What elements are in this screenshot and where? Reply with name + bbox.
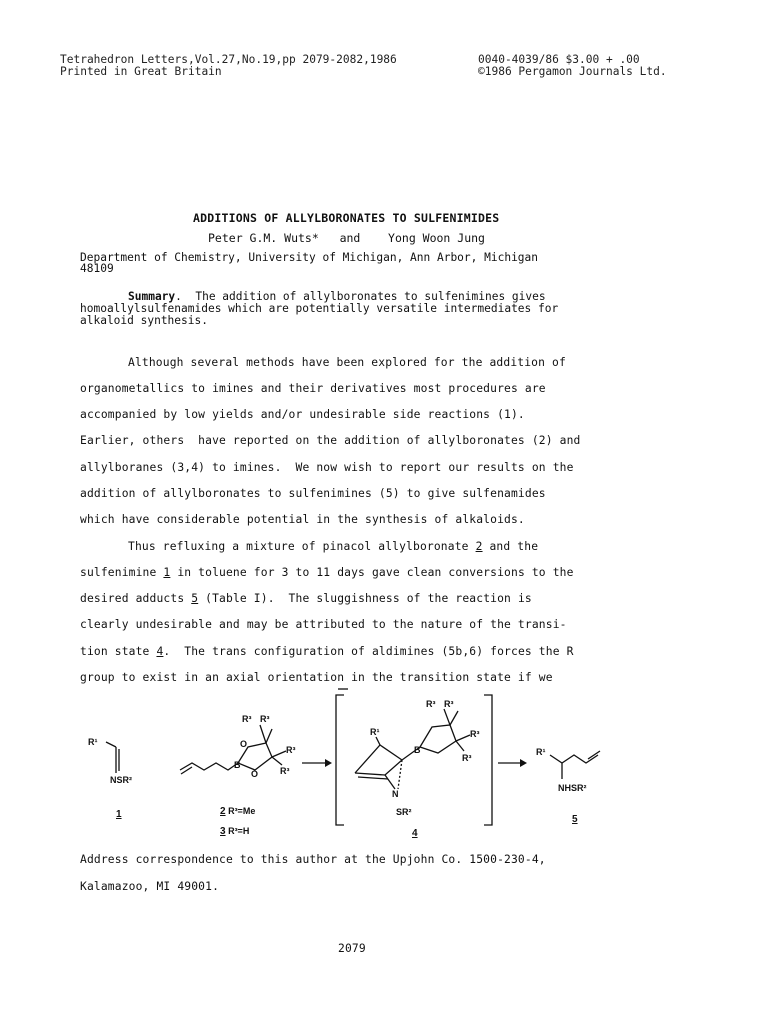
- affiliation-line-2: 48109: [80, 262, 114, 275]
- body-line: [80, 592, 532, 605]
- body-line: which have considerable potential in the synthesis of alkaloids.: [80, 513, 525, 526]
- author-jung: Yong Woon Jung: [388, 231, 485, 245]
- r3-label: R³: [242, 714, 252, 724]
- text-run: and the: [482, 540, 539, 553]
- r1-label: R¹: [88, 737, 98, 747]
- summary-line-2: homoallylsulfenamides which are potentially versatile intermediates for: [80, 302, 559, 315]
- body-line: allylboranes (3,4) to imines. We now wish to report our results on the: [80, 461, 574, 474]
- compound-ref: 1: [163, 566, 171, 579]
- text-run: desired adducts: [80, 592, 192, 605]
- compound-3-note: R³=H: [225, 826, 250, 836]
- journal-citation: Tetrahedron Letters,Vol.27,No.19,pp 2079-2082,1986: [60, 53, 397, 66]
- r3-label: R³: [444, 699, 454, 709]
- r3-label: R³: [426, 699, 436, 709]
- printed-location: Printed in Great Britain: [60, 65, 222, 78]
- body-line: Earlier, others have reported on the addition of allylboronates (2) and: [80, 434, 581, 447]
- compound-3-caption: [220, 826, 249, 837]
- body-line: addition of allylboronates to sulfenimines (5) to give sulfenamides: [80, 487, 546, 500]
- compound-4-number: 4: [412, 828, 418, 839]
- compound-ref: 4: [156, 645, 164, 658]
- transition-state-4-structure: [336, 689, 492, 839]
- oxygen-label: O: [251, 769, 259, 779]
- affiliation-line-1: Department of Chemistry, University of Michigan, Ann Arbor, Michigan: [80, 251, 539, 264]
- compound-1-number: 1: [116, 809, 122, 820]
- r3-label: R³: [462, 753, 472, 763]
- boron-label: B: [414, 745, 421, 755]
- author-wuts: Peter G.M. Wuts*: [208, 231, 319, 245]
- nhsr2-label: NHSR²: [558, 783, 587, 793]
- reaction-arrow: [302, 759, 332, 767]
- author-line: [208, 231, 485, 245]
- body-line: [80, 566, 574, 579]
- r3-label: R³: [286, 745, 296, 755]
- summary-line-3: alkaloid synthesis.: [80, 314, 208, 327]
- compound-2-number: 2: [220, 806, 226, 817]
- compound-2-note: R³=Me: [225, 806, 256, 816]
- text-run: in toluene for 3 to 11 days gave clean conversions to the: [170, 566, 574, 579]
- compound-ref: 5: [191, 592, 199, 605]
- summary-text-1: . The addition of allylboronates to sulfenimines gives: [175, 290, 546, 303]
- text-run: sulfenimine: [80, 566, 164, 579]
- sr2-label: SR²: [396, 807, 412, 817]
- body-line: accompanied by low yields and/or undesirable side reactions (1).: [80, 408, 525, 421]
- boron-label: B: [234, 760, 241, 770]
- text-run: tion state: [80, 645, 157, 658]
- r1-label: R¹: [536, 747, 546, 757]
- r3-label: R³: [280, 766, 290, 776]
- compound-3-number: 3: [220, 826, 226, 837]
- price-code: 0040-4039/86 $3.00 + .00: [478, 53, 640, 66]
- oxygen-label: O: [240, 739, 248, 749]
- body-line: clearly undesirable and may be attributed to the nature of the transi-: [80, 618, 567, 631]
- reaction-arrow: [498, 759, 527, 767]
- compound-ref: 2: [475, 540, 483, 553]
- body-line: Although several methods have been explored for the addition of: [128, 356, 566, 369]
- body-line: group to exist in an axial orientation in the transition state if we: [80, 671, 553, 684]
- page-number: 2079: [338, 942, 366, 955]
- compound-5-structure: [536, 747, 600, 825]
- text-run: (Table I). The sluggishness of the reaction is: [198, 592, 532, 605]
- article-title: ADDITIONS OF ALLYLBORONATES TO SULFENIMIDES: [193, 211, 500, 225]
- compound-2-structure: [180, 714, 296, 837]
- compound-2-caption: [220, 806, 255, 817]
- body-line: [128, 540, 538, 553]
- body-line: organometallics to imines and their derivatives most procedures are: [80, 382, 546, 395]
- body-line: [80, 645, 574, 658]
- text-run: . The trans configuration of aldimines (5b,6) forces the R: [163, 645, 574, 658]
- summary-label: Summary: [128, 290, 176, 303]
- text-run: Thus refluxing a mixture of pinacol allylboronate: [128, 540, 476, 553]
- nsr2-label: NSR²: [110, 775, 132, 785]
- r3-label: R³: [260, 714, 270, 724]
- reaction-scheme: [80, 685, 680, 845]
- compound-1-structure: [88, 737, 132, 820]
- r1-label: R¹: [370, 727, 380, 737]
- author-conjunction: and: [339, 231, 361, 245]
- footnote-line-1: Address correspondence to this author at the Upjohn Co. 1500-230-4,: [80, 853, 546, 866]
- r3-label: R³: [470, 729, 480, 739]
- compound-5-number: 5: [572, 814, 578, 825]
- footnote-line-2: Kalamazoo, MI 49001.: [80, 880, 220, 893]
- copyright-notice: ©1986 Pergamon Journals Ltd.: [478, 65, 667, 78]
- nitrogen-label: N: [392, 789, 399, 799]
